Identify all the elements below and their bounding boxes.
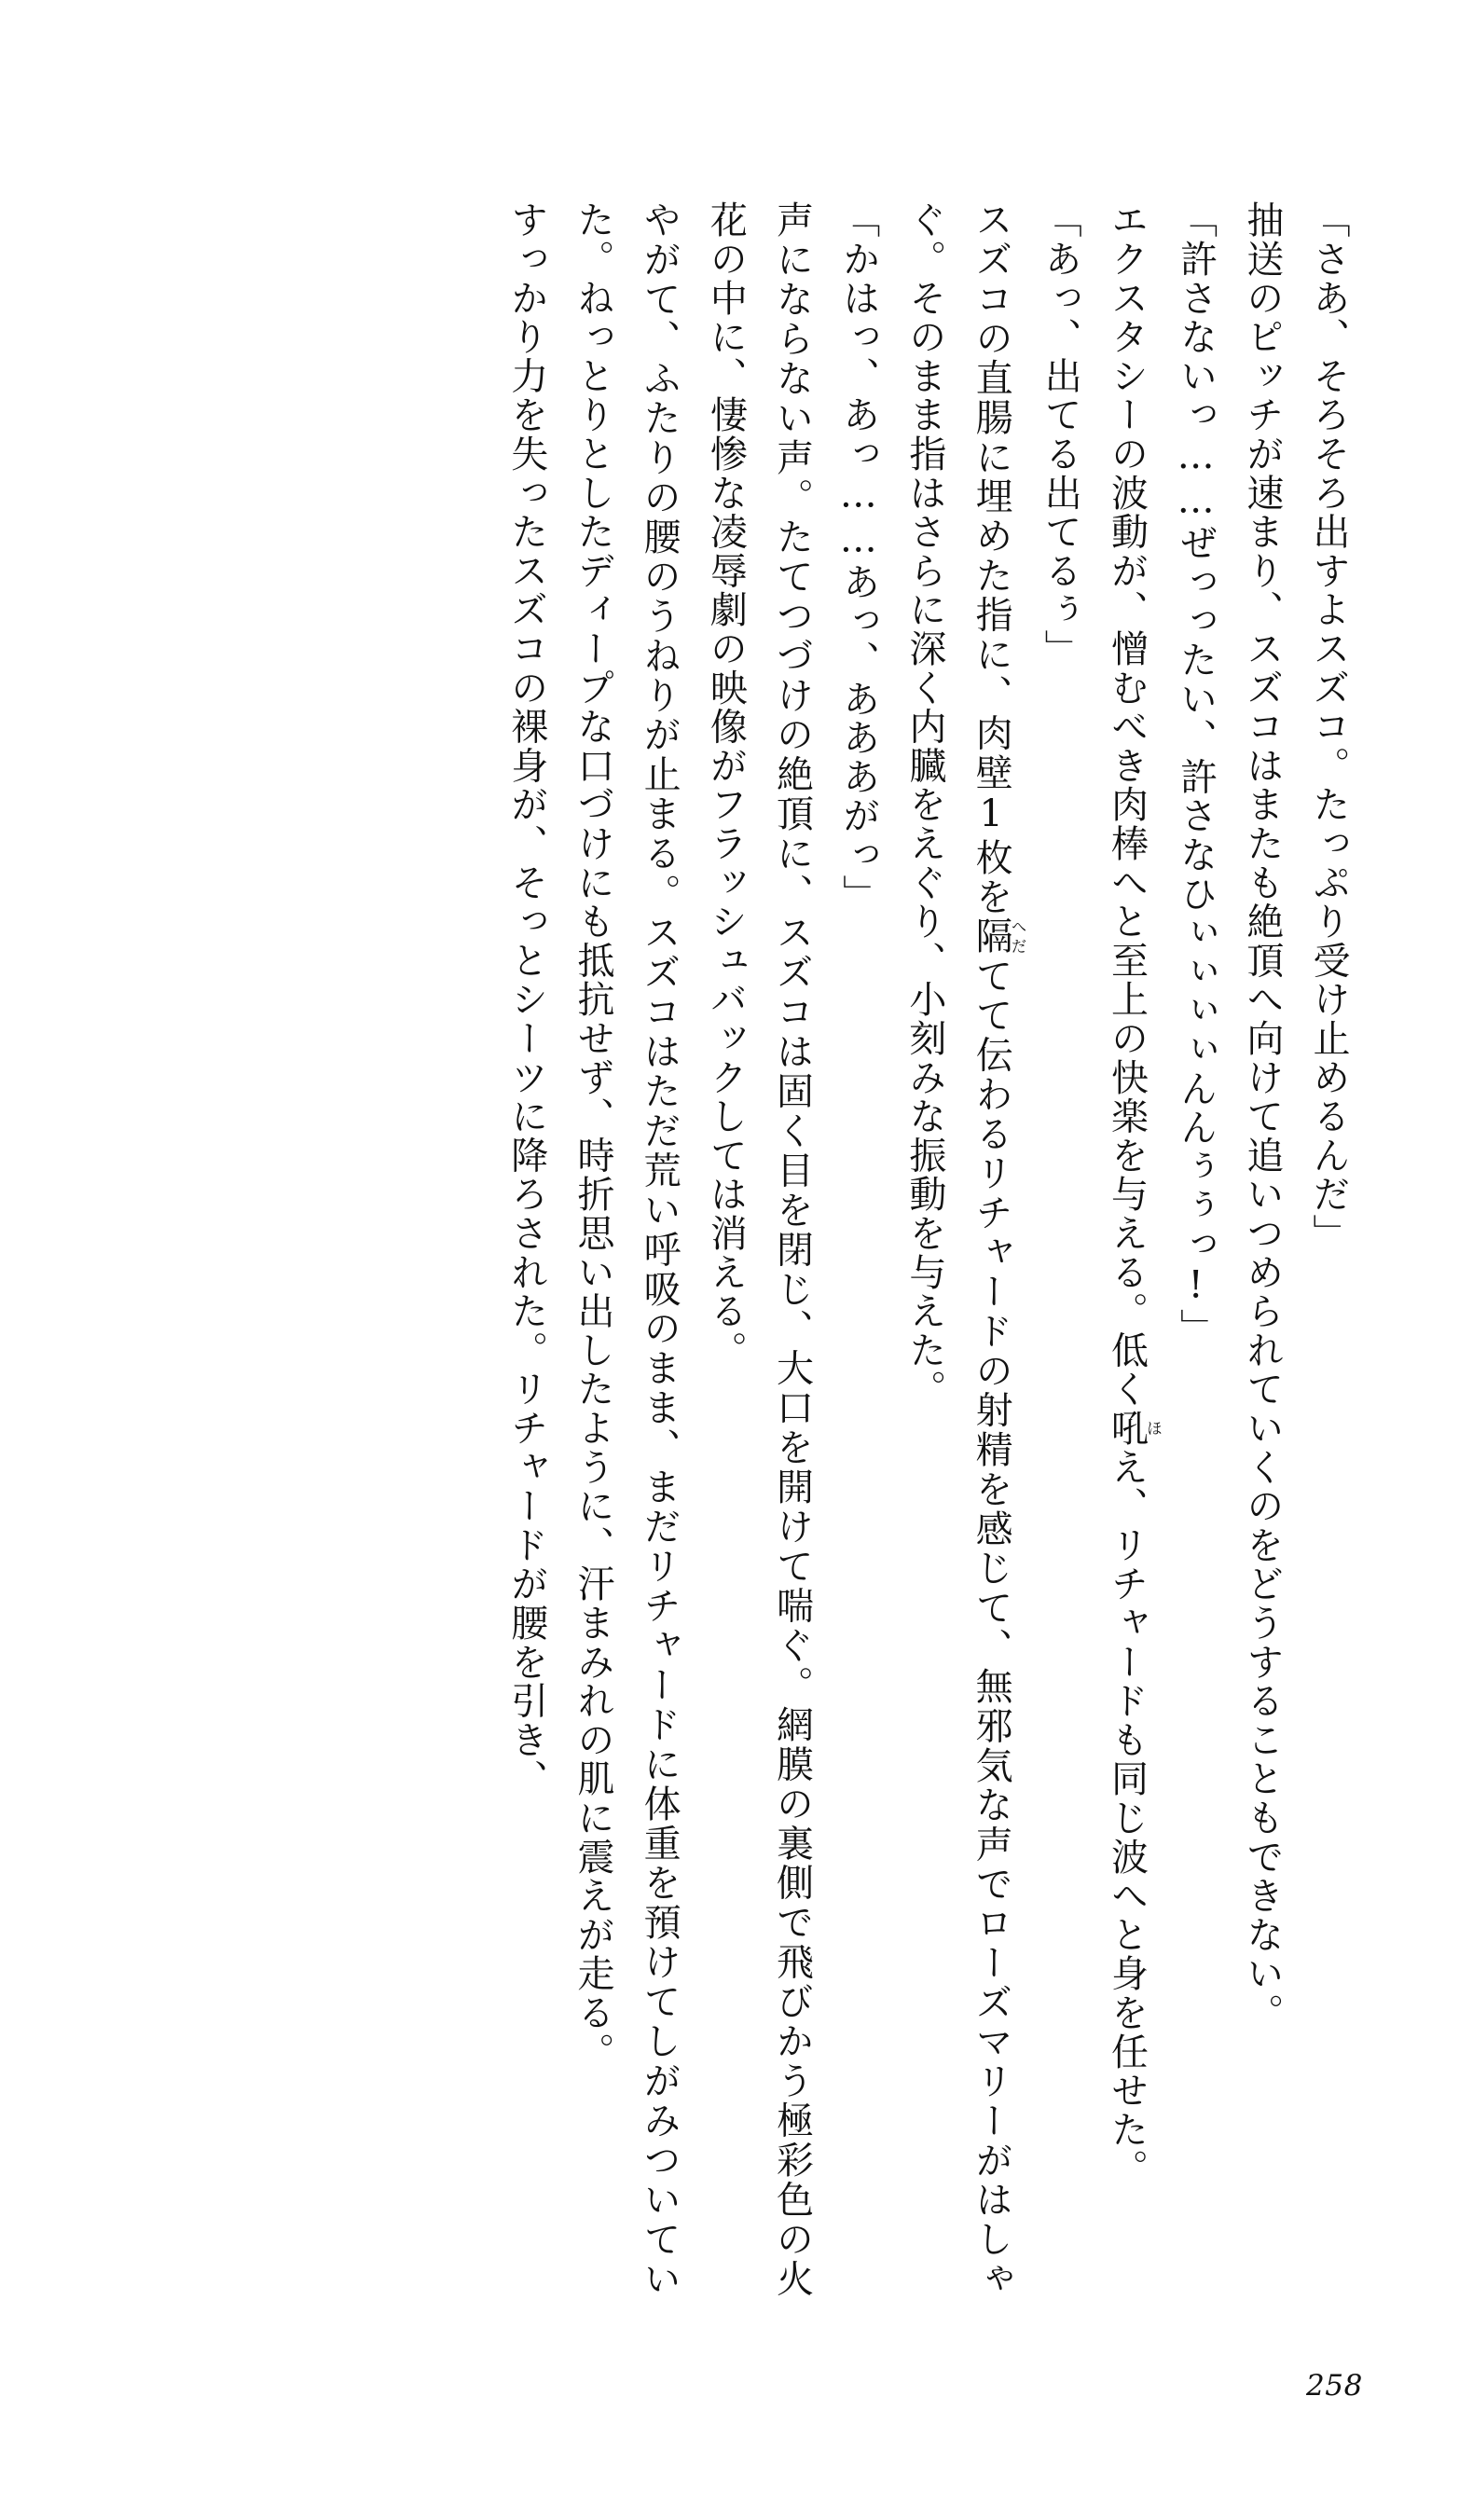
ruby-base-hedate: 隔 [970,916,1013,957]
paragraph-2: 抽送のピッチが速まり、スズコはまたも絶頂へ向けて追いつめられていくのをどうすることもできない。 [1240,200,1284,2032]
paragraph-4-part-a: エクスタシーの波動が、憎むべき肉棒へと至上の快楽を与える。低く [1105,200,1149,1409]
ruby-hedate [970,916,1028,957]
paragraph-5: 「あっ、出てる出てるぅ」 [1039,200,1082,668]
paragraph-6-part-c: てて伝わるリチャードの射精を感じて、無邪気な声でローズマリーがはしゃぐ。そのまま指はさらに深く内臓をえぐり、小刻みな振動を与えた。 [902,200,1013,2298]
ruby-base-hoe: 吼 [1105,1408,1149,1448]
paragraph-4-part-c: え、リチャードも同じ波へと身を任せた。 [1105,1447,1149,2188]
paragraph-3: 「許さないっ……ぜっったい、許さなひぃぃぃぃんんぅぅっ!」 [1174,200,1218,1348]
page-number: 258 [1305,2369,1363,2403]
paragraph-6-part-a: スズコの直腸に埋めた指に、肉壁1枚を [970,200,1013,917]
paragraph-9: やがて、ふたりの腰のうねりが止まる。スズコはただ荒い呼吸のまま、まだリチャードに体重を預けてしがみついていた。ねっとりとしたディープな口づけにも抵抗せず、時折思い出したように、汗まみれの肌に震えが走る。 [571,200,681,2298]
ruby-text-hoe: ほ [1144,1408,1163,1448]
ruby-text-hedate: へだ [1009,916,1028,957]
paragraph-6 [891,200,1026,2298]
paragraph-8: 声にならない声。たてつづけの絶頂に、スズコは固く目を閉じ、大口を開けて喘ぐ。網膜の裏側で飛びかう極彩色の火花の中に、悽惨な凌辱劇の映像がフラッシュバックしては消える。 [704,200,814,2298]
paragraph-10: すっかり力を失ったスズコの裸身が、そっとシーツに降ろされた。リチャードが腰を引き、 [504,200,548,1798]
paragraph-4 [1093,200,1162,2298]
ruby-hoe [1105,1408,1163,1448]
paragraph-1: 「さあ、そろそろ出すよスズコ。たっぷり受け止めるんだ」 [1307,200,1350,1253]
page-body-text [112,200,1361,2298]
paragraph-7: 「かはっ、あっ……あっ、あああがっ」 [836,200,880,914]
